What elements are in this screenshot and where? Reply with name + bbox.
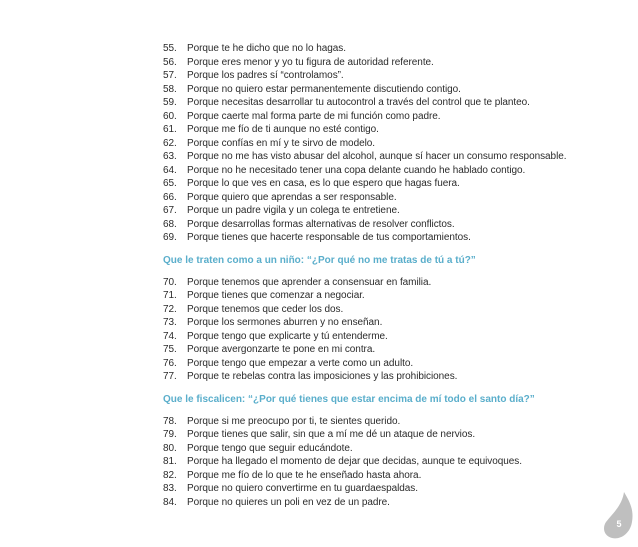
list-item-number: 68.: [163, 218, 177, 230]
list-item: [163, 164, 603, 178]
list-item: [163, 83, 603, 97]
list-item-text: Porque tengo que explicarte y tú entenderme.: [187, 330, 388, 342]
list-item-text: Porque avergonzarte te pone en mi contra.: [187, 344, 376, 355]
list-item-number: 56.: [163, 56, 177, 68]
list-item: [163, 218, 603, 232]
list-item: [163, 137, 603, 151]
list-item: [163, 455, 603, 469]
list-item-number: 78.: [163, 415, 177, 427]
list-item-number: 72.: [163, 303, 177, 315]
list-item-number: 70.: [163, 276, 177, 288]
list-item: [163, 56, 603, 70]
list-item-text: Porque no quiero convertirme en tu guardaespaldas.: [187, 483, 418, 494]
reasons-list-1: [163, 42, 603, 245]
list-item: [163, 204, 603, 218]
list-item-number: 77.: [163, 371, 177, 382]
list-item: [163, 496, 603, 510]
list-item-text: Porque caerte mal forma parte de mi función como padre.: [187, 110, 441, 122]
list-item: [163, 69, 603, 83]
list-item-text: Porque tienes que salir, sin que a mí me dé un ataque de nervios.: [187, 429, 476, 440]
list-item: [163, 96, 603, 110]
list-item-text: Porque si me preocupo por ti, te sientes querido.: [187, 415, 401, 427]
list-item-text: Porque tienes que comenzar a negociar.: [187, 290, 365, 301]
list-item-text: Porque me fío de lo que te he enseñado hasta ahora.: [187, 469, 422, 481]
list-item-number: 83.: [163, 483, 177, 494]
list-item-text: Porque desarrollas formas alternativas de resolver conflictos.: [187, 218, 455, 230]
list-item-text: Porque confías en mí y te sirvo de modelo.: [187, 137, 375, 149]
list-item: [163, 110, 603, 124]
list-item-number: 82.: [163, 469, 177, 481]
list-item: [163, 150, 603, 164]
reasons-list-2: [163, 276, 603, 384]
list-item-number: 60.: [163, 110, 177, 122]
list-item: [163, 428, 603, 442]
list-item-number: 62.: [163, 137, 177, 149]
list-item-number: 73.: [163, 317, 177, 328]
list-item: [163, 42, 603, 56]
list-item: [163, 123, 603, 137]
list-item: [163, 177, 603, 191]
list-item-number: 64.: [163, 164, 177, 176]
list-item: [163, 231, 603, 245]
list-item-text: Porque tienes que hacerte responsable de tus comportamientos.: [187, 232, 471, 243]
list-item-text: Porque quiero que aprendas a ser responsable.: [187, 191, 397, 203]
list-item: [163, 482, 603, 496]
list-item-number: 81.: [163, 456, 177, 467]
list-item-number: 58.: [163, 83, 177, 95]
list-item: [163, 303, 603, 317]
page-badge-icon: [600, 490, 634, 540]
list-item-number: 65.: [163, 178, 177, 189]
list-item-text: Porque necesitas desarrollar tu autocontrol a través del control que te planteo.: [187, 97, 530, 108]
document-content: [163, 42, 603, 509]
list-item-text: Porque tenemos que ceder los dos.: [187, 303, 344, 315]
list-item: [163, 469, 603, 483]
list-item: [163, 289, 603, 303]
list-item-text: Porque tengo que empezar a verte como un adulto.: [187, 357, 414, 369]
list-item-text: Porque no me has visto abusar del alcohol, aunque sí hacer un consumo responsable.: [187, 151, 567, 162]
list-item-text: Porque ha llegado el momento de dejar que decidas, aunque te equivoques.: [187, 456, 522, 467]
list-item: [163, 415, 603, 429]
list-item-number: 61.: [163, 124, 177, 135]
list-item-number: 84.: [163, 496, 177, 508]
list-item-text: Porque me fío de ti aunque no esté contigo.: [187, 124, 379, 135]
list-item: [163, 343, 603, 357]
section-heading-2: Que le traten como a un niño: “¿Por qué no me tratas de tú a tú?”: [163, 254, 476, 266]
list-item-text: Porque te rebelas contra las imposiciones y las prohibiciones.: [187, 371, 458, 382]
list-item-number: 74.: [163, 330, 177, 342]
page-number: 5: [616, 519, 622, 529]
list-item: [163, 276, 603, 290]
list-item-text: Porque no quiero estar permanentemente discutiendo contigo.: [187, 83, 461, 95]
list-item-text: Porque no he necesitado tener una copa delante cuando he hablado contigo.: [187, 164, 526, 176]
section-heading-3: Que le fiscalicen: “¿Por qué tienes que estar encima de mí todo el santo día?”: [163, 393, 535, 405]
list-item-text: Porque eres menor y yo tu figura de autoridad referente.: [187, 56, 434, 68]
reasons-list-3: [163, 415, 603, 510]
list-item: [163, 442, 603, 456]
list-item: [163, 357, 603, 371]
list-item-number: 71.: [163, 290, 177, 301]
list-item-number: 76.: [163, 357, 177, 369]
list-item-number: 80.: [163, 442, 177, 454]
list-item: [163, 330, 603, 344]
list-item: [163, 370, 603, 384]
list-item-text: Porque los sermones aburren y no enseñan.: [187, 317, 383, 328]
list-item-text: Porque tengo que seguir educándote.: [187, 442, 353, 454]
list-item-number: 59.: [163, 97, 177, 108]
list-item-text: Porque no quieres un poli en vez de un padre.: [187, 496, 390, 508]
list-item-text: Porque los padres sí “controlamos”.: [187, 70, 344, 81]
list-item: [163, 316, 603, 330]
list-item-number: 67.: [163, 205, 177, 216]
list-item-text: Porque lo que ves en casa, es lo que espero que hagas fuera.: [187, 178, 460, 189]
list-item: [163, 191, 603, 205]
list-item-text: Porque tenemos que aprender a consensuar en familia.: [187, 276, 432, 288]
list-item-number: 57.: [163, 70, 177, 81]
list-item-text: Porque te he dicho que no lo hagas.: [187, 43, 346, 54]
list-item-number: 69.: [163, 232, 177, 243]
list-item-number: 66.: [163, 191, 177, 203]
list-item-number: 79.: [163, 429, 177, 440]
list-item-number: 75.: [163, 344, 177, 355]
list-item-number: 63.: [163, 151, 177, 162]
list-item-number: 55.: [163, 43, 177, 54]
list-item-text: Porque un padre vigila y un colega te entretiene.: [187, 205, 400, 216]
